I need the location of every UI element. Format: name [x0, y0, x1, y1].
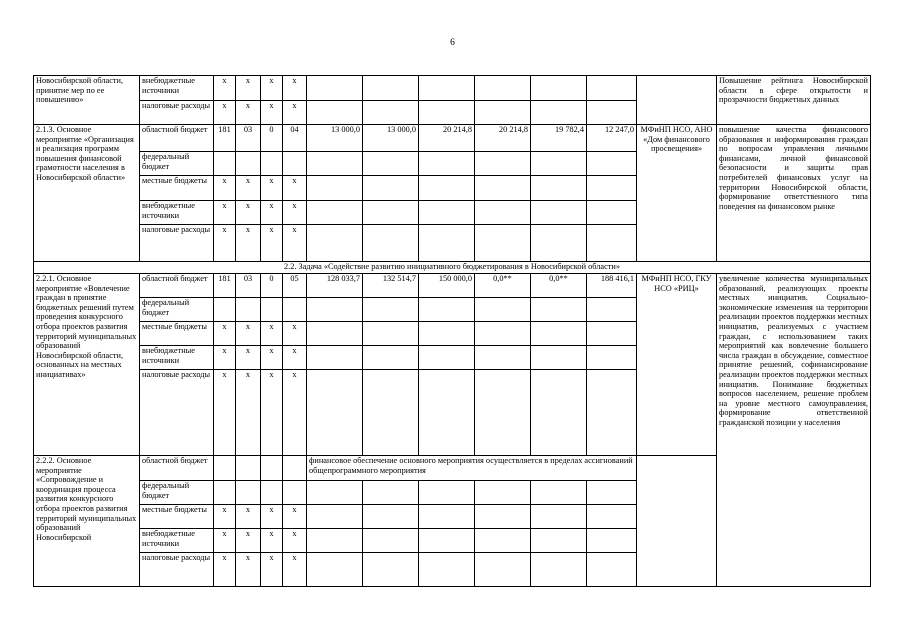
- value-cell: [475, 370, 531, 456]
- code-cell: [236, 298, 261, 322]
- code-cell: x: [261, 322, 283, 346]
- code-cell: x: [236, 553, 261, 587]
- executor-cell: МФиНП НСО, АНО «Дом финансового просвещения»: [637, 125, 717, 262]
- code-cell: x: [214, 322, 236, 346]
- value-cell: 0,0**: [531, 274, 587, 298]
- code-cell: x: [214, 76, 236, 101]
- executor-cell: [637, 456, 717, 587]
- funding-source: местные бюджеты: [140, 176, 214, 201]
- value-cell: [363, 481, 419, 505]
- value-cell: [307, 201, 363, 225]
- value-cell: [531, 322, 587, 346]
- value-cell: [363, 322, 419, 346]
- value-cell: [587, 225, 637, 262]
- value-cell: [363, 101, 419, 125]
- value-cell: [475, 529, 531, 553]
- code-cell: 03: [236, 125, 261, 152]
- page-number: 6: [450, 38, 455, 48]
- measure-name: Новосибирской области, принятие мер по ее повышению»: [34, 76, 140, 125]
- measure-name: 2.2.2. Основное мероприятие «Сопровождение и координация процесса развития конкурсного отбора проектов развития территорий муниципальных образований Новосибирской: [34, 456, 140, 587]
- code-cell: [283, 456, 307, 481]
- value-cell: [475, 346, 531, 370]
- code-cell: x: [283, 225, 307, 262]
- task-heading: 2.2. Задача «Содействие развитию инициативного бюджетирования в Новосибирской области»: [34, 262, 871, 274]
- code-cell: x: [236, 101, 261, 125]
- value-cell: [531, 225, 587, 262]
- value-cell: [419, 225, 475, 262]
- value-cell: 188 416,1: [587, 274, 637, 298]
- code-cell: [236, 456, 261, 481]
- value-cell: 20 214,8: [475, 125, 531, 152]
- value-cell: [363, 201, 419, 225]
- code-cell: x: [283, 201, 307, 225]
- code-cell: x: [236, 76, 261, 101]
- funding-source: налоговые расходы: [140, 101, 214, 125]
- program-table: [33, 75, 871, 587]
- value-cell: [307, 481, 363, 505]
- code-cell: x: [261, 529, 283, 553]
- code-cell: x: [214, 529, 236, 553]
- value-cell: [419, 298, 475, 322]
- value-cell: [531, 346, 587, 370]
- value-cell: [475, 176, 531, 201]
- code-cell: [214, 298, 236, 322]
- code-cell: x: [261, 101, 283, 125]
- code-cell: x: [261, 370, 283, 456]
- value-cell: [307, 322, 363, 346]
- code-cell: [261, 481, 283, 505]
- funding-source: налоговые расходы: [140, 225, 214, 262]
- funding-source: федеральный бюджет: [140, 152, 214, 176]
- value-cell: [307, 529, 363, 553]
- code-cell: x: [283, 101, 307, 125]
- code-cell: [261, 152, 283, 176]
- table-row: [34, 125, 871, 152]
- value-cell: [419, 176, 475, 201]
- code-cell: x: [214, 201, 236, 225]
- value-cell: [587, 322, 637, 346]
- funding-source: внебюджетные источники: [140, 201, 214, 225]
- value-cell: [587, 176, 637, 201]
- code-cell: 181: [214, 274, 236, 298]
- code-cell: x: [214, 225, 236, 262]
- code-cell: [283, 152, 307, 176]
- value-cell: [307, 298, 363, 322]
- value-cell: [419, 505, 475, 529]
- code-cell: x: [283, 76, 307, 101]
- value-cell: [307, 101, 363, 125]
- code-cell: x: [236, 370, 261, 456]
- value-cell: [419, 553, 475, 587]
- executor-cell: [637, 76, 717, 125]
- code-cell: x: [261, 505, 283, 529]
- value-cell: 12 247,0: [587, 125, 637, 152]
- value-cell: [587, 201, 637, 225]
- value-cell: [531, 101, 587, 125]
- value-cell: [587, 481, 637, 505]
- funding-source: федеральный бюджет: [140, 298, 214, 322]
- code-cell: [283, 298, 307, 322]
- value-cell: [475, 152, 531, 176]
- value-cell: [419, 529, 475, 553]
- value-cell: [307, 76, 363, 101]
- code-cell: x: [214, 101, 236, 125]
- value-cell: [307, 176, 363, 201]
- expected-result: повышение качества финансового образования и информирования граждан по вопросам управления личными финансами, личной финансовой безопасности и защиты прав потребителей финансовых услуг на территории Новосибирской области, формирование ответственного типа поведения на финансовом рынке: [717, 125, 871, 262]
- value-cell: [531, 370, 587, 456]
- value-cell: 13 000,0: [307, 125, 363, 152]
- value-cell: [475, 225, 531, 262]
- value-cell: [587, 101, 637, 125]
- value-cell: [307, 370, 363, 456]
- funding-source: налоговые расходы: [140, 553, 214, 587]
- code-cell: [236, 481, 261, 505]
- value-cell: 150 000,0: [419, 274, 475, 298]
- funding-source: местные бюджеты: [140, 505, 214, 529]
- funding-source: внебюджетные источники: [140, 529, 214, 553]
- value-cell: [363, 529, 419, 553]
- value-cell: [531, 505, 587, 529]
- code-cell: x: [283, 346, 307, 370]
- executor-cell: МФиНП НСО, ГКУ НСО «РИЦ»: [637, 274, 717, 456]
- value-cell: [531, 76, 587, 101]
- code-cell: [261, 298, 283, 322]
- value-cell: 128 033,7: [307, 274, 363, 298]
- value-cell: [419, 152, 475, 176]
- value-cell: [419, 322, 475, 346]
- table-row: [34, 274, 871, 298]
- code-cell: 181: [214, 125, 236, 152]
- value-cell: [475, 298, 531, 322]
- code-cell: x: [261, 76, 283, 101]
- value-cell: [587, 152, 637, 176]
- value-cell: 0,0**: [475, 274, 531, 298]
- value-cell: [475, 505, 531, 529]
- measure-name: 2.2.1. Основное мероприятие «Вовлечение граждан в принятие бюджетных решений путем проведения конкурсного отбора проектов развития территорий муниципальных образований Новосибирской области, основанных на местных инициативах»: [34, 274, 140, 456]
- funding-source: областной бюджет: [140, 125, 214, 152]
- code-cell: x: [283, 529, 307, 553]
- value-cell: [419, 370, 475, 456]
- value-cell: 13 000,0: [363, 125, 419, 152]
- value-cell: [419, 101, 475, 125]
- code-cell: x: [236, 176, 261, 201]
- value-cell: [531, 152, 587, 176]
- code-cell: 0: [261, 274, 283, 298]
- code-cell: x: [261, 346, 283, 370]
- code-cell: x: [283, 176, 307, 201]
- table-row: [34, 262, 871, 274]
- code-cell: x: [236, 322, 261, 346]
- funding-source: внебюджетные источники: [140, 346, 214, 370]
- code-cell: x: [236, 346, 261, 370]
- code-cell: 05: [283, 274, 307, 298]
- code-cell: x: [236, 225, 261, 262]
- value-cell: [363, 553, 419, 587]
- code-cell: [283, 481, 307, 505]
- value-cell: [475, 201, 531, 225]
- code-cell: x: [283, 322, 307, 346]
- code-cell: [261, 456, 283, 481]
- value-cell: [475, 101, 531, 125]
- table-row: [34, 76, 871, 101]
- value-cell: [531, 553, 587, 587]
- value-cell: [307, 225, 363, 262]
- value-cell: [531, 529, 587, 553]
- code-cell: x: [236, 529, 261, 553]
- funding-source: внебюджетные источники: [140, 76, 214, 101]
- value-cell: [587, 298, 637, 322]
- expected-result: Повышение рейтинга Новосибирской области в сфере открытости и прозрачности бюджетных данных: [717, 76, 871, 125]
- code-cell: x: [283, 370, 307, 456]
- value-cell: [307, 505, 363, 529]
- code-cell: 04: [283, 125, 307, 152]
- value-cell: [531, 481, 587, 505]
- value-cell: [587, 505, 637, 529]
- value-cell: [475, 553, 531, 587]
- code-cell: [214, 152, 236, 176]
- value-cell: [363, 152, 419, 176]
- value-cell: [419, 76, 475, 101]
- value-cell: [531, 201, 587, 225]
- code-cell: x: [236, 201, 261, 225]
- funding-source: областной бюджет: [140, 456, 214, 481]
- code-cell: x: [214, 553, 236, 587]
- value-cell: [587, 346, 637, 370]
- expected-result: увеличение количества муниципальных образований, реализующих проекты местных инициатив. Социально-экономические изменения на территории реализации проектов поддержки местных инициатив, реализуемых с участием граждан, с использованием таких мероприятий как вовлечение большего числа граждан в обсуждение, совместное принятие решений, софинансирование реализации проектов поддержки местных инициатив. Понимание бюджетных вопросов населением, решение проблем на уровне местного самоуправления, формирование ответственной гражданской позиции у населения: [717, 274, 871, 587]
- value-cell: [363, 76, 419, 101]
- code-cell: [214, 456, 236, 481]
- value-cell: [587, 76, 637, 101]
- value-cell: [587, 529, 637, 553]
- funding-source: налоговые расходы: [140, 370, 214, 456]
- funding-note: финансовое обеспечение основного мероприятия осуществляется в пределах ассигнований общепрограммного мероприятия: [307, 456, 637, 481]
- code-cell: x: [261, 225, 283, 262]
- code-cell: x: [236, 505, 261, 529]
- value-cell: [587, 553, 637, 587]
- value-cell: [363, 176, 419, 201]
- code-cell: 03: [236, 274, 261, 298]
- value-cell: [363, 346, 419, 370]
- code-cell: [236, 152, 261, 176]
- code-cell: x: [214, 346, 236, 370]
- value-cell: [531, 176, 587, 201]
- value-cell: 132 514,7: [363, 274, 419, 298]
- code-cell: 0: [261, 125, 283, 152]
- code-cell: [214, 481, 236, 505]
- value-cell: [419, 201, 475, 225]
- value-cell: [363, 505, 419, 529]
- code-cell: x: [261, 176, 283, 201]
- code-cell: x: [283, 553, 307, 587]
- funding-source: федеральный бюджет: [140, 481, 214, 505]
- value-cell: [475, 481, 531, 505]
- code-cell: x: [214, 370, 236, 456]
- code-cell: x: [283, 505, 307, 529]
- value-cell: 19 782,4: [531, 125, 587, 152]
- value-cell: [307, 553, 363, 587]
- value-cell: [307, 152, 363, 176]
- value-cell: [307, 346, 363, 370]
- value-cell: 20 214,8: [419, 125, 475, 152]
- value-cell: [363, 298, 419, 322]
- value-cell: [419, 346, 475, 370]
- value-cell: [363, 225, 419, 262]
- value-cell: [419, 481, 475, 505]
- code-cell: x: [261, 201, 283, 225]
- value-cell: [475, 76, 531, 101]
- value-cell: [531, 298, 587, 322]
- code-cell: x: [214, 505, 236, 529]
- measure-name: 2.1.3. Основное мероприятие «Организация и реализация программ повышения финансовой грамотности населения в Новосибирской области»: [34, 125, 140, 262]
- code-cell: x: [214, 176, 236, 201]
- funding-source: областной бюджет: [140, 274, 214, 298]
- code-cell: x: [261, 553, 283, 587]
- value-cell: [475, 322, 531, 346]
- value-cell: [363, 370, 419, 456]
- value-cell: [587, 370, 637, 456]
- funding-source: местные бюджеты: [140, 322, 214, 346]
